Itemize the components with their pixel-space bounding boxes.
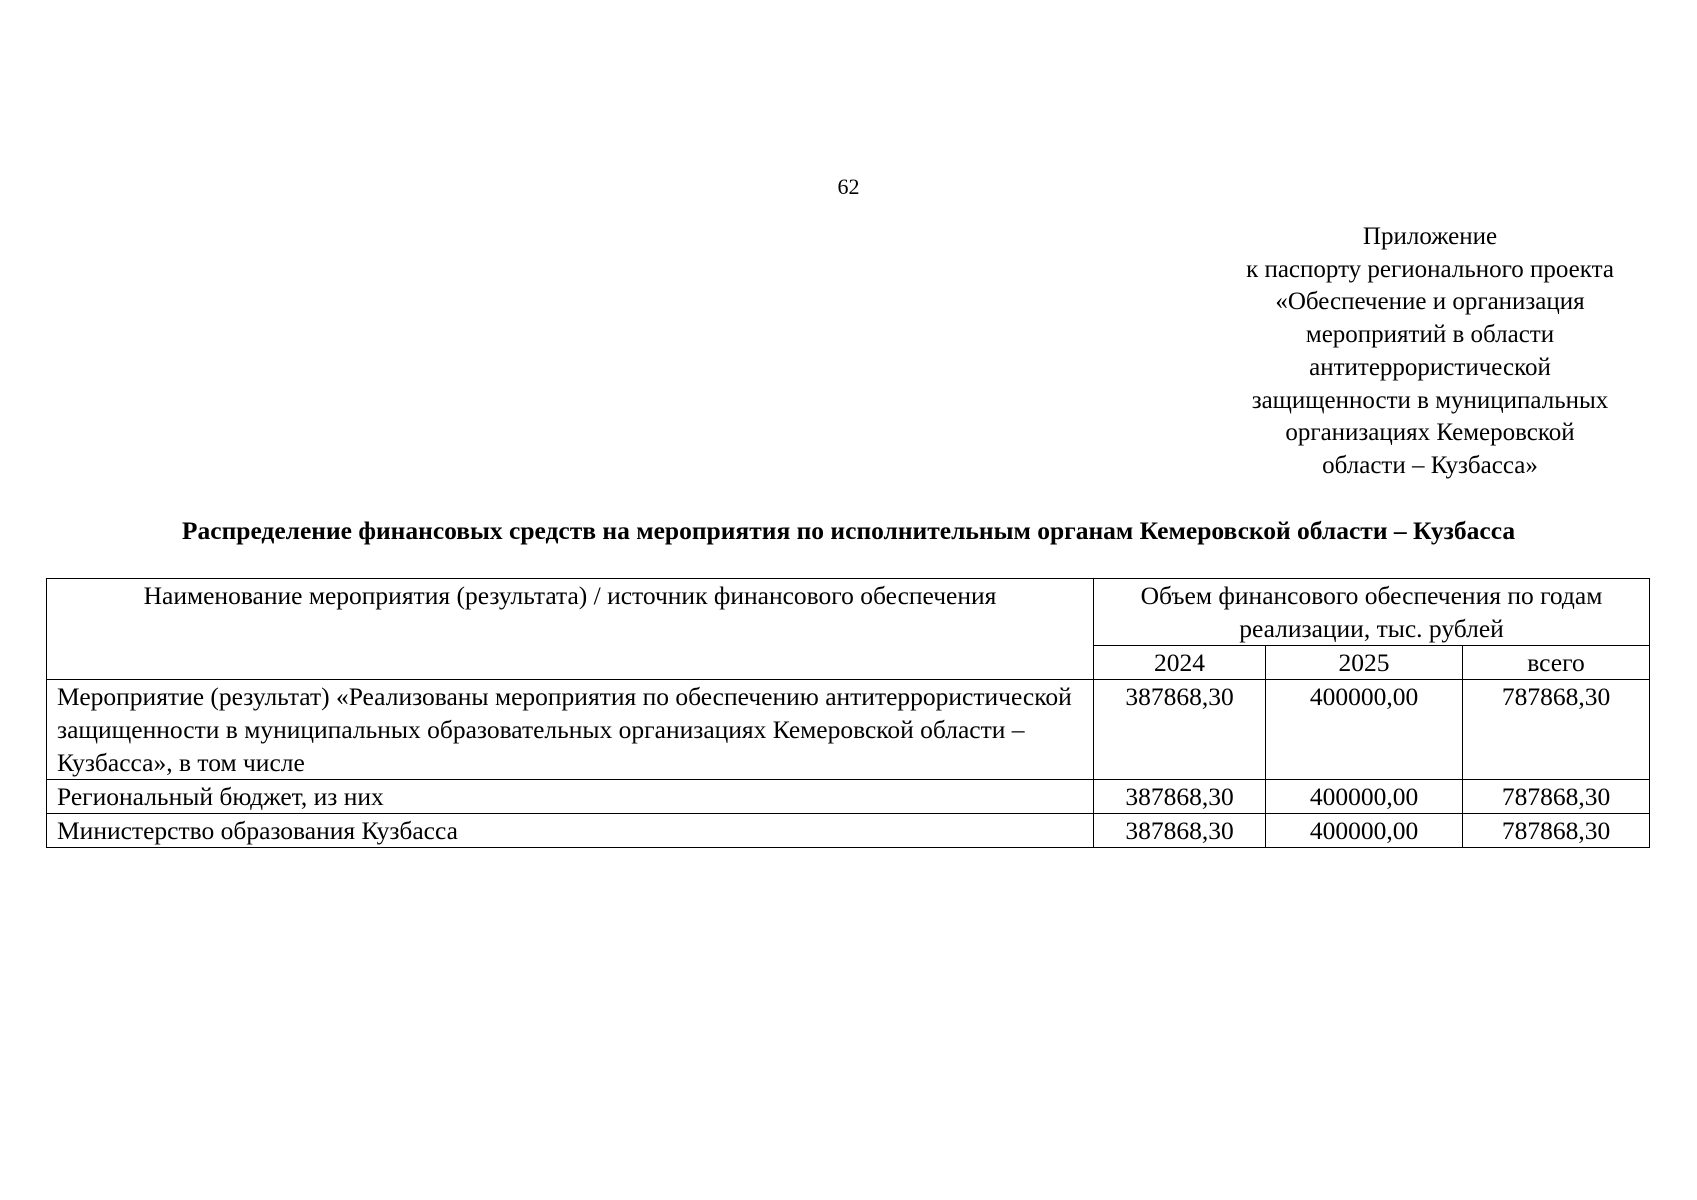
- value-cell-2024: 387868,30: [1094, 780, 1266, 814]
- column-header-2024: 2024: [1094, 646, 1266, 680]
- row-name-cell: Мероприятие (результат) «Реализованы мероприятия по обеспечению антитеррористической защищенности в муниципальных образовательных организациях Кемеровской области – Кузбасса», в том числе: [47, 680, 1094, 780]
- value-cell-total: 787868,30: [1463, 814, 1650, 848]
- financing-table: [46, 578, 1650, 848]
- table-row: [47, 780, 1650, 814]
- column-header-total: всего: [1463, 646, 1650, 680]
- column-header-2025: 2025: [1266, 646, 1463, 680]
- appendix-line: к паспорту регионального проекта: [1246, 255, 1614, 283]
- value-cell-2025: 400000,00: [1266, 814, 1463, 848]
- table-row: [47, 680, 1650, 780]
- appendix-line: антитеррористической: [1309, 353, 1551, 381]
- row-name-cell: Региональный бюджет, из них: [47, 780, 1094, 814]
- table-header-row: [47, 579, 1650, 646]
- value-cell-2025: 400000,00: [1266, 780, 1463, 814]
- appendix-line: защищенности в муниципальных: [1251, 386, 1609, 414]
- column-header-name: Наименование мероприятия (результата) / источник финансового обеспечения: [47, 579, 1094, 680]
- appendix-line: организациях Кемеровской: [1285, 419, 1575, 447]
- value-cell-2024: 387868,30: [1094, 680, 1266, 780]
- document-title: Распределение финансовых средств на мероприятия по исполнительным органам Кемеровской области – Кузбасса: [181, 516, 1516, 545]
- value-cell-total: 787868,30: [1463, 680, 1650, 780]
- appendix-line: «Обеспечение и организация: [1275, 288, 1585, 316]
- page-number: 62: [837, 174, 860, 199]
- appendix-line: мероприятий в области: [1305, 321, 1555, 349]
- row-name-cell: Министерство образования Кузбасса: [47, 814, 1094, 848]
- appendix-line: Приложение: [1362, 223, 1498, 250]
- value-cell-total: 787868,30: [1463, 780, 1650, 814]
- table-row: [47, 814, 1650, 848]
- value-cell-2025: 400000,00: [1266, 680, 1463, 780]
- value-cell-2024: 387868,30: [1094, 814, 1266, 848]
- appendix-block: [1180, 221, 1680, 483]
- appendix-line: области – Кузбасса»: [1322, 451, 1538, 479]
- column-header-volume: Объем финансового обеспечения по годам реализации, тыс. рублей: [1094, 579, 1650, 646]
